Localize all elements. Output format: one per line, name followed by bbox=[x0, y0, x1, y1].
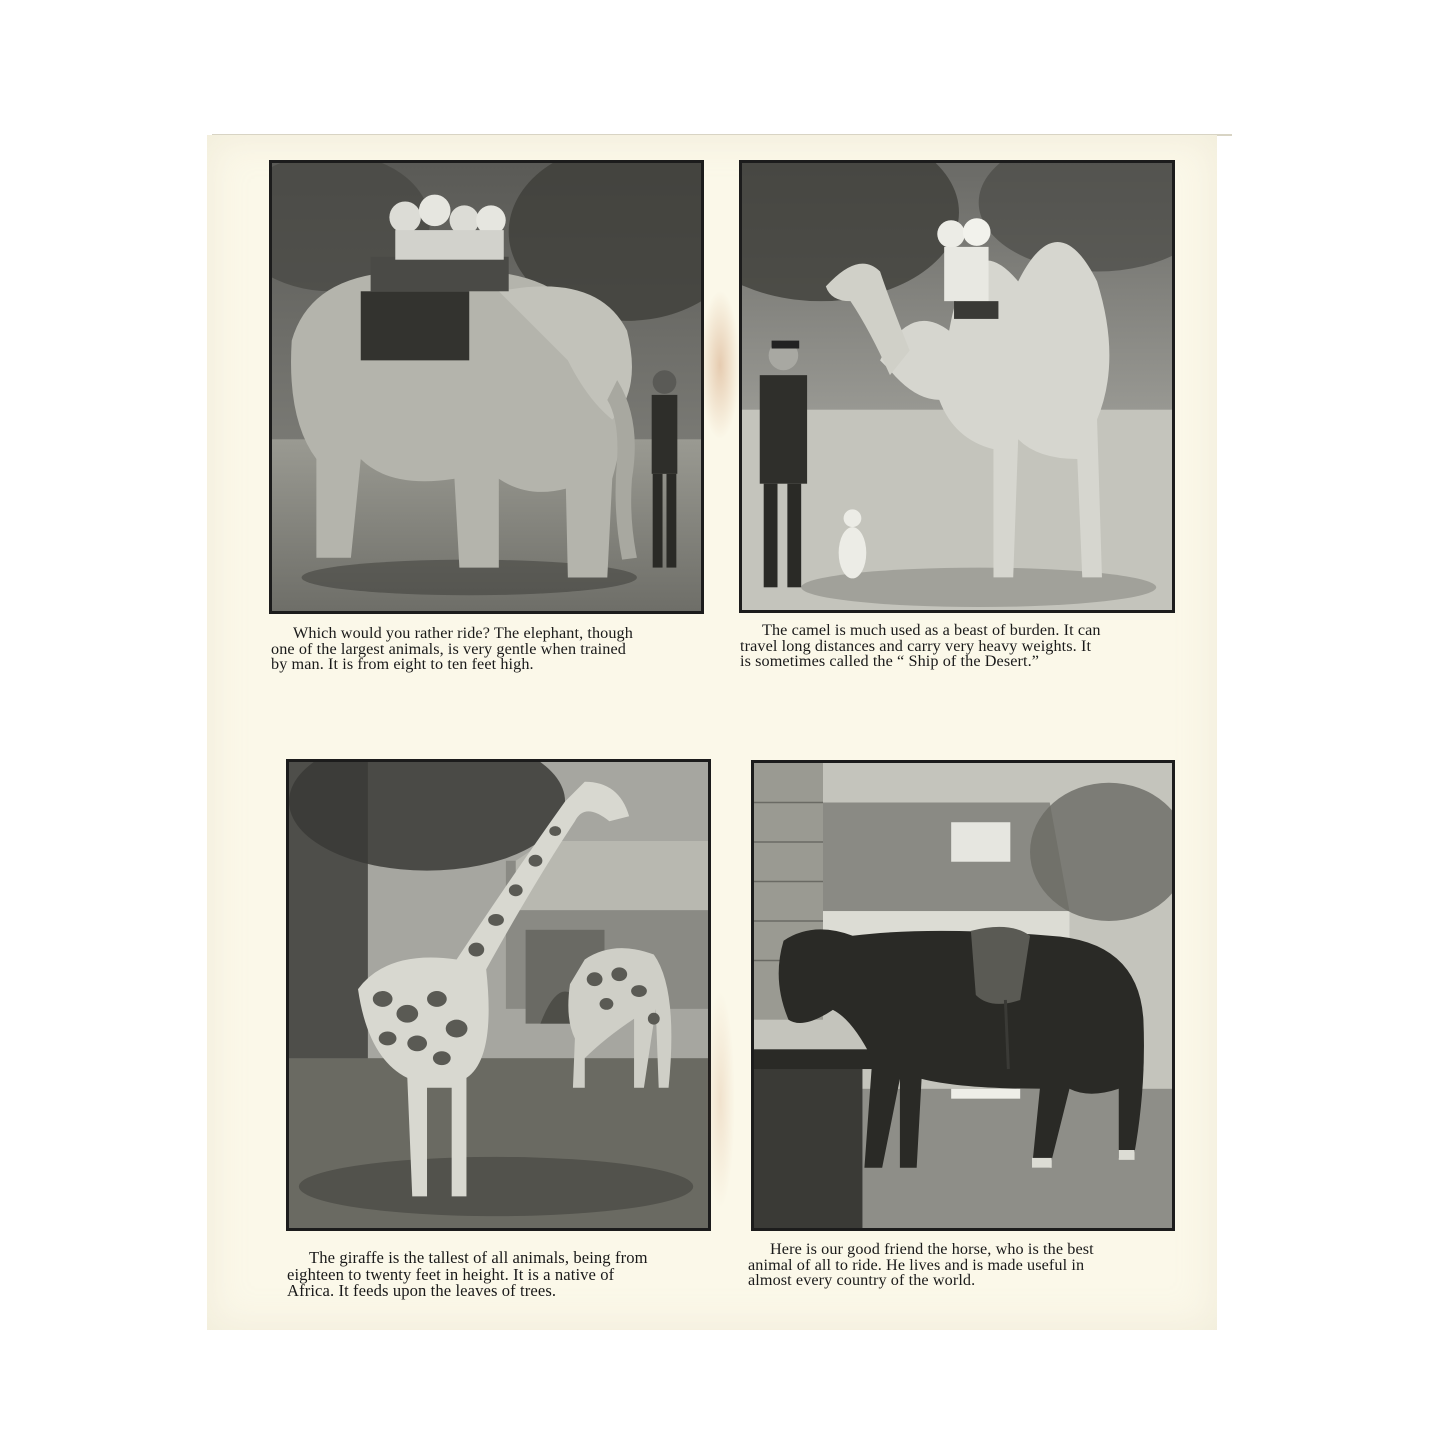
giraffe-caption bbox=[287, 1250, 715, 1300]
caption-line: by man. It is from eight to ten feet high. bbox=[271, 655, 534, 673]
giraffe-illustration bbox=[286, 759, 711, 1231]
paper-stain bbox=[705, 990, 735, 1210]
caption-line: Here is our good friend the horse, who is the best bbox=[770, 1240, 1094, 1258]
caption-line: one of the largest animals, is very gentle when trained bbox=[271, 639, 626, 658]
horse-caption bbox=[748, 1242, 1173, 1289]
elephant-illustration bbox=[269, 160, 704, 614]
paper-stain bbox=[700, 290, 740, 440]
caption-line: The giraffe is the tallest of all animals, being from bbox=[309, 1248, 648, 1267]
caption-line: almost every country of the world. bbox=[748, 1271, 976, 1289]
camel-caption bbox=[740, 623, 1168, 670]
caption-line: is sometimes called the “ Ship of the Desert.” bbox=[740, 652, 1040, 670]
caption-line: Which would you rather ride? The elephant, though bbox=[293, 624, 633, 642]
horse-illustration bbox=[751, 760, 1175, 1231]
caption-line: Africa. It feeds upon the leaves of trees. bbox=[287, 1281, 557, 1300]
caption-line: animal of all to ride. He lives and is made useful in bbox=[748, 1255, 1085, 1274]
caption-line: The camel is much used as a beast of burden. It can bbox=[762, 621, 1101, 639]
elephant-caption bbox=[271, 626, 699, 673]
caption-line: eighteen to twenty feet in height. It is a native of bbox=[287, 1264, 615, 1284]
caption-line: travel long distances and carry very heavy weights. It bbox=[740, 636, 1092, 655]
camel-illustration bbox=[739, 160, 1175, 613]
